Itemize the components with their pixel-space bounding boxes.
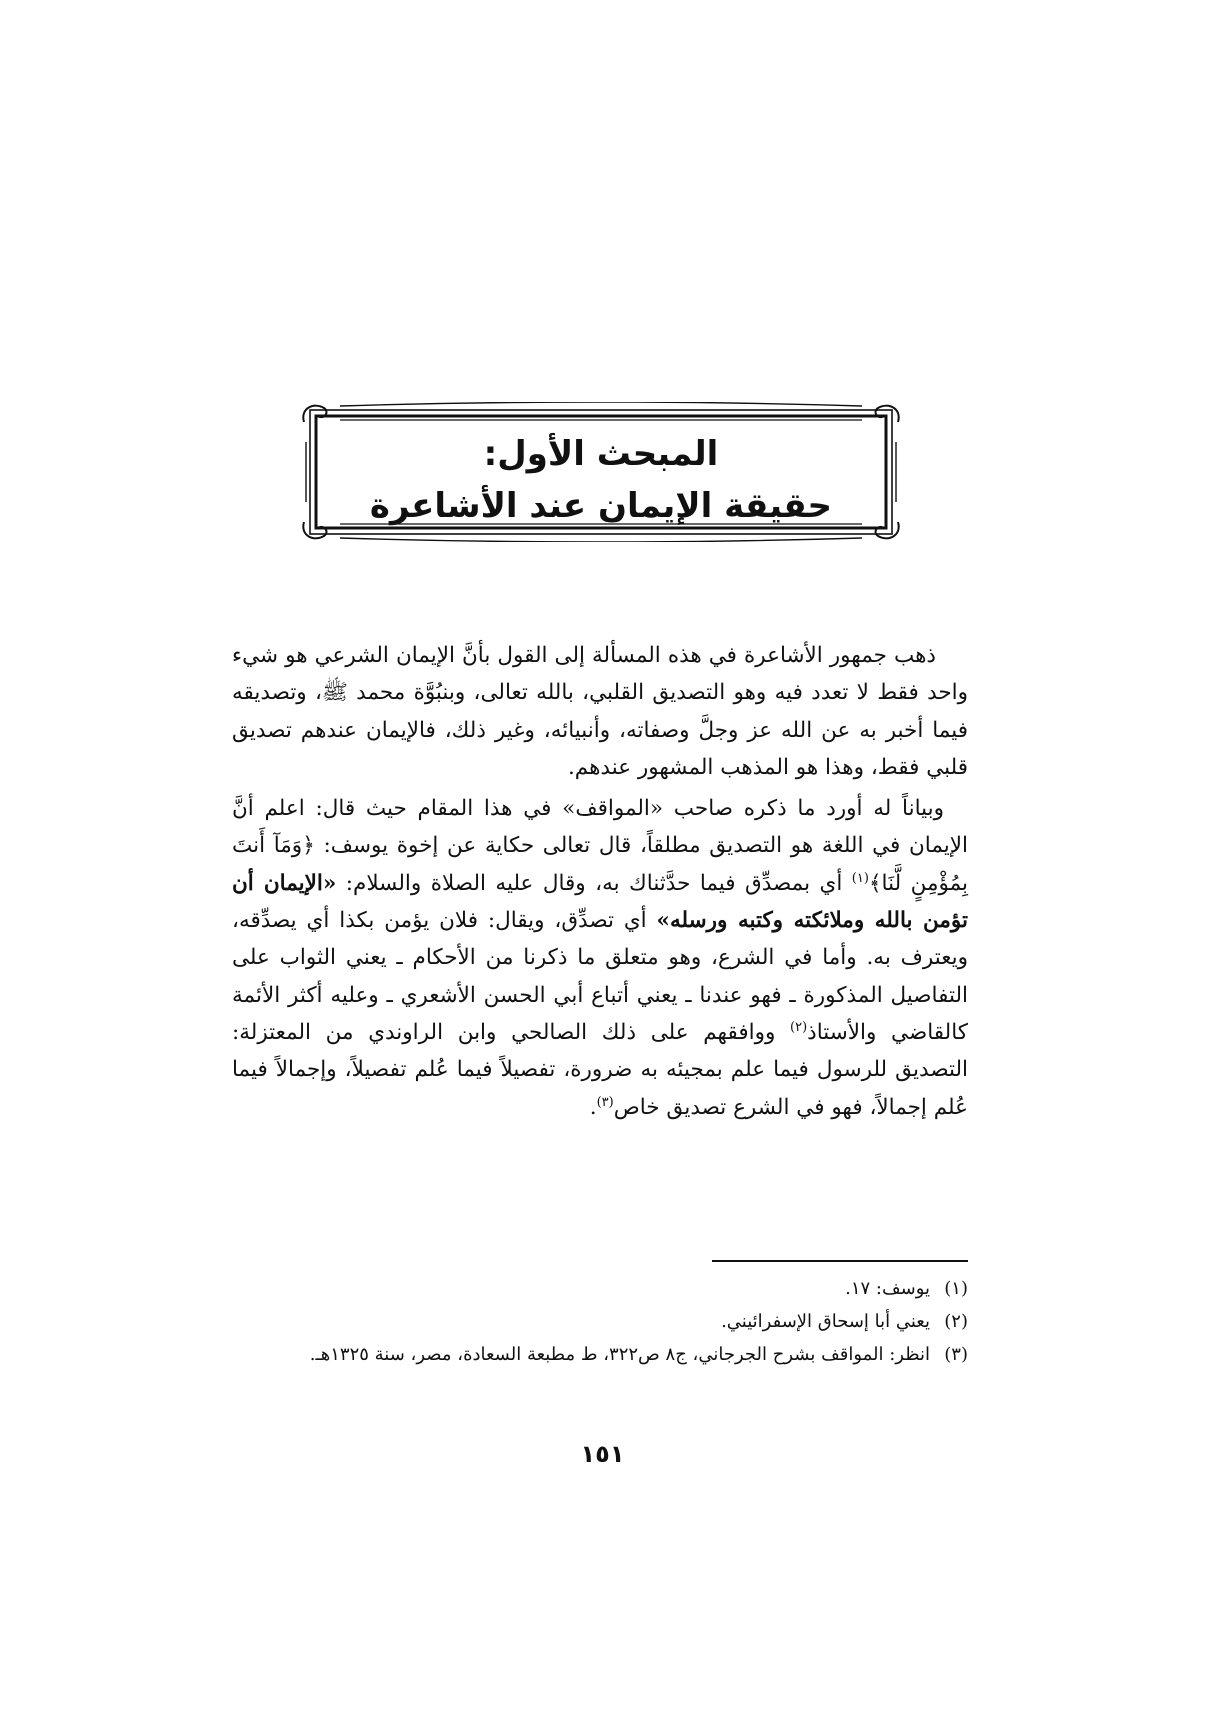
footnote-text: يعني أبا إسحاق الإسفرائيني. [721, 1311, 930, 1332]
paragraph-2-part-5: . [589, 1094, 597, 1120]
page-number: ١٥١ [580, 1440, 625, 1468]
paragraph-2-part-1: وبياناً له أورد ما ذكره صاحب «المواقف» في هذا المقام حيث قال: اعلم أنَّ الإيمان في اللغة هو التصديق مطلقاً، قال تعالى حكاية عن إخوة يوسف: ﴿وَمَآ أَنتَ بِمُؤْمِنٍ لَّنَا﴾ [232, 796, 968, 896]
paragraph-2-part-3: أي تصدِّق، ويقال: فلان يؤمن بكذا أي يصدِّقه، ويعترف به. وأما في الشرع، وهو متعلق ما ذكرنا من الأحكام ـ يعني الثواب على التفاصيل المذكورة ـ فهو عندنا ـ يعني أتباع أبي الحسن الأشعري ـ وعليه أكثر الأئمة كالقاضي والأستاذ [232, 908, 968, 1045]
footnote-ref-1[interactable]: (١) [851, 870, 869, 886]
chapter-title-line-2: حقيقة الإيمان عند الأشاعرة [369, 486, 833, 526]
chapter-title-line-1: المبحث الأول: [483, 434, 719, 474]
footnote-divider [712, 1260, 968, 1262]
chapter-title-frame [300, 402, 902, 542]
footnote-item [232, 1338, 968, 1371]
footnotes [232, 1272, 968, 1371]
footnote-ref-2[interactable]: (٢) [790, 1019, 808, 1035]
hadith-quote: «الإيمان أن تؤمن بالله وملائكته وكتبه ورسله» [232, 870, 968, 934]
paragraph-2-part-2: أي بمصدِّق فيما حدَّثناك به، وقال عليه الصلاة والسلام: [336, 870, 852, 896]
footnote-text: انظر: المواقف بشرح الجرجاني، ج٨ ص٣٢٢، ط مطبعة السعادة، مصر، سنة ١٣٢٥هـ. [309, 1344, 930, 1365]
footnote-item [232, 1305, 968, 1338]
main-text [232, 637, 968, 1126]
footnote-number: (٢) [944, 1311, 968, 1332]
footnote-ref-3[interactable]: (٣) [596, 1094, 614, 1110]
footnote-text: يوسف: ١٧. [845, 1278, 930, 1299]
paragraph-2 [232, 790, 968, 1126]
footnote-number: (١) [944, 1278, 968, 1299]
footnote-number: (٣) [944, 1344, 968, 1365]
footnote-item [232, 1272, 968, 1305]
paragraph-1: ذهب جمهور الأشاعرة في هذه المسألة إلى القول بأنَّ الإيمان الشرعي هو شيء واحد فقط لا تعدد فيه وهو التصديق القلبي، بالله تعالى، وبنبُوَّة محمد ﷺ، وتصديقه فيما أخبر به عن الله عز وجلَّ وصفاته، وأنبيائه، وغير ذلك، فالإيمان عندهم تصديق قلبي فقط، وهذا هو المذهب المشهور عندهم. [232, 643, 968, 780]
chapter-title [300, 428, 902, 532]
paragraph-2-part-4: ووافقهم على ذلك الصالحي وابن الراوندي من المعتزلة: التصديق للرسول فيما علم بمجيئه به ضرورة، تفصيلاً فيما عُلم تفصيلاً، وإجمالاً فيما عُلم إجمالاً، فهو في الشرع تصديق خاص [232, 1019, 968, 1120]
